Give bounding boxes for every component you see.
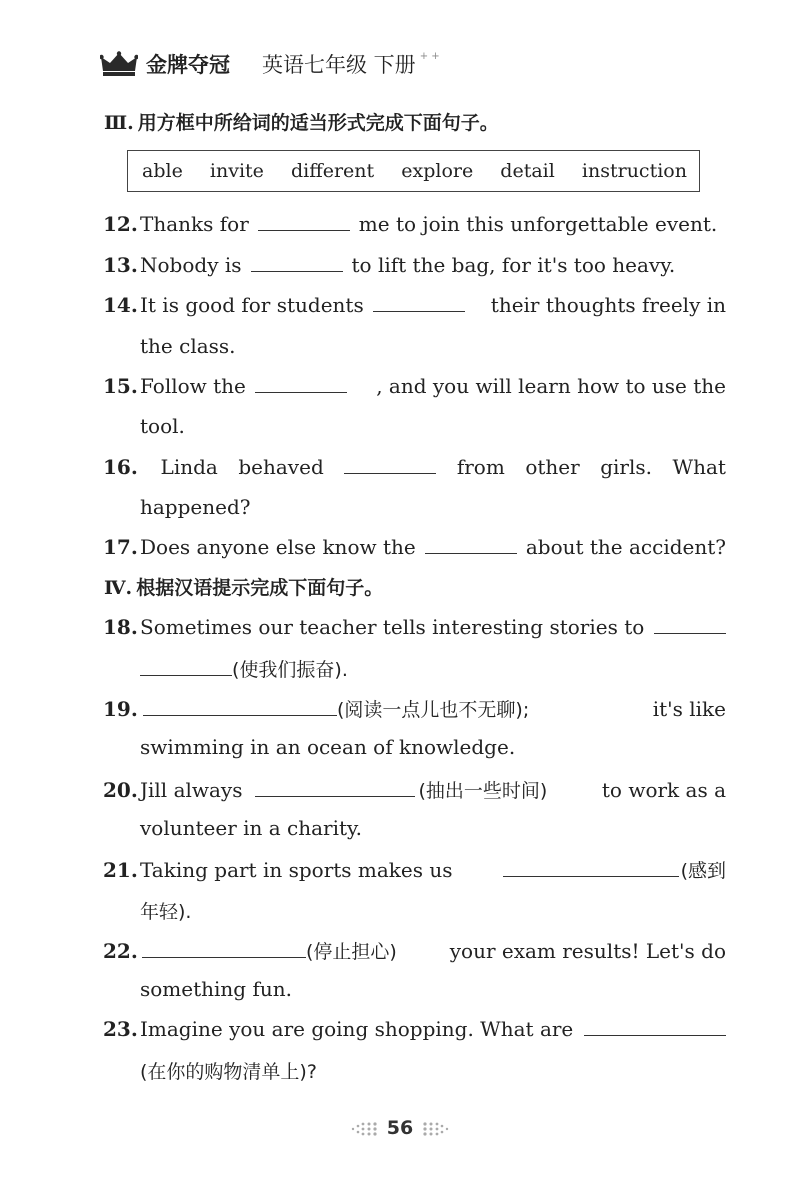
question-18 bbox=[103, 615, 726, 639]
question-number: 18. bbox=[103, 615, 138, 639]
dot-ornament-icon bbox=[420, 1122, 450, 1136]
question-text: about the accident? bbox=[525, 535, 726, 559]
answer-blank[interactable] bbox=[373, 293, 465, 312]
crown-icon bbox=[100, 51, 138, 77]
question-19-continued: swimming in an ocean of knowledge. bbox=[140, 735, 516, 759]
question-number: 13. bbox=[103, 253, 138, 277]
section-3-heading bbox=[104, 108, 499, 135]
answer-blank[interactable] bbox=[344, 455, 436, 474]
word-box bbox=[127, 150, 700, 192]
question-text: to work as a bbox=[601, 778, 726, 802]
answer-blank[interactable] bbox=[143, 697, 337, 716]
word-instruction: instruction bbox=[581, 160, 687, 182]
question-text: Thanks for bbox=[140, 212, 249, 236]
question-text: their thoughts freely in bbox=[490, 293, 726, 317]
chinese-hint: (使我们振奋). bbox=[232, 659, 348, 681]
section-4-title: 根据汉语提示完成下面句子。 bbox=[136, 577, 384, 599]
brand-title: 金牌夺冠 bbox=[146, 53, 230, 77]
chinese-hint: (阅读一点儿也不无聊); bbox=[337, 699, 530, 721]
question-22 bbox=[103, 937, 726, 964]
question-14-continued: the class. bbox=[140, 334, 236, 358]
answer-blank[interactable] bbox=[425, 535, 517, 554]
answer-blank[interactable] bbox=[251, 253, 343, 272]
section-3-title: 用方框中所给词的适当形式完成下面句子。 bbox=[137, 112, 499, 134]
chinese-hint: (感到 bbox=[680, 860, 726, 882]
word-explore: explore bbox=[401, 160, 474, 182]
question-number: 19. bbox=[103, 697, 138, 721]
answer-blank[interactable] bbox=[258, 212, 350, 231]
question-number: 20. bbox=[103, 778, 138, 802]
question-word: What bbox=[672, 455, 726, 479]
question-number: 14. bbox=[103, 293, 138, 317]
question-23 bbox=[103, 1017, 726, 1041]
question-13 bbox=[103, 253, 726, 277]
question-text: , and you will learn how to use the bbox=[376, 374, 726, 398]
question-number: 16. bbox=[103, 455, 138, 479]
question-19 bbox=[103, 695, 726, 722]
question-number: 21. bbox=[103, 858, 138, 882]
question-number: 12. bbox=[103, 212, 138, 236]
question-text: It is good for students bbox=[140, 293, 364, 317]
question-15 bbox=[103, 374, 726, 398]
question-word: from bbox=[456, 455, 505, 479]
answer-blank[interactable] bbox=[654, 615, 726, 634]
answer-blank[interactable] bbox=[255, 778, 415, 797]
question-text: me to join this unforgettable event. bbox=[358, 212, 718, 236]
question-word: Linda bbox=[160, 455, 218, 479]
question-number: 23. bbox=[103, 1017, 138, 1041]
question-22-continued: something fun. bbox=[140, 977, 292, 1001]
word-detail: detail bbox=[500, 160, 555, 182]
question-text: it's like bbox=[652, 697, 726, 721]
question-text: Sometimes our teacher tells interesting stories to bbox=[140, 615, 645, 639]
section-4-number: Ⅳ. bbox=[104, 577, 133, 599]
word-different: different bbox=[290, 160, 375, 182]
chinese-hint: (停止担心) bbox=[306, 941, 397, 963]
page-number: 56 bbox=[386, 1117, 414, 1139]
question-number: 15. bbox=[103, 374, 138, 398]
question-21-continued: 年轻). bbox=[140, 901, 192, 923]
word-able: able bbox=[142, 160, 183, 182]
question-12 bbox=[103, 212, 726, 236]
answer-blank[interactable] bbox=[255, 374, 347, 393]
page-footer bbox=[0, 1117, 800, 1139]
question-number: 17. bbox=[103, 535, 138, 559]
question-text: Jill always bbox=[140, 778, 243, 802]
question-text: Imagine you are going shopping. What are bbox=[140, 1017, 574, 1041]
dot-ornament-icon bbox=[350, 1122, 380, 1136]
answer-blank[interactable] bbox=[140, 657, 232, 676]
answer-blank[interactable] bbox=[584, 1017, 726, 1036]
question-16-continued: happened? bbox=[140, 495, 251, 519]
question-text: Nobody is bbox=[140, 253, 242, 277]
question-word: behaved bbox=[238, 455, 324, 479]
book-title: 英语七年级 下册 bbox=[262, 53, 416, 77]
question-20-continued: volunteer in a charity. bbox=[140, 816, 363, 840]
question-21 bbox=[103, 856, 726, 883]
question-20 bbox=[103, 776, 726, 803]
question-word: girls. bbox=[600, 455, 652, 479]
question-15-continued: tool. bbox=[140, 414, 185, 438]
answer-blank[interactable] bbox=[142, 939, 306, 958]
question-text: to lift the bag, for it's too heavy. bbox=[351, 253, 676, 277]
chinese-hint: (抽出一些时间) bbox=[418, 780, 548, 802]
question-text: your exam results! Let's do bbox=[449, 939, 726, 963]
question-23-continued: (在你的购物清单上)? bbox=[140, 1061, 317, 1083]
section-3-number: Ⅲ. bbox=[104, 112, 134, 134]
page-header bbox=[100, 46, 440, 82]
question-text: Does anyone else know the bbox=[140, 535, 416, 559]
question-17 bbox=[103, 535, 726, 559]
question-14 bbox=[103, 293, 726, 317]
question-16 bbox=[103, 455, 726, 479]
question-text: Taking part in sports makes us bbox=[140, 858, 453, 882]
question-text: Follow the bbox=[140, 374, 246, 398]
decorative-stars: + + bbox=[419, 50, 440, 62]
answer-blank[interactable] bbox=[503, 858, 679, 877]
question-word: other bbox=[525, 455, 580, 479]
question-number: 22. bbox=[103, 939, 138, 963]
word-invite: invite bbox=[209, 160, 264, 182]
question-18-continued bbox=[140, 655, 348, 682]
section-4-heading bbox=[104, 573, 383, 600]
